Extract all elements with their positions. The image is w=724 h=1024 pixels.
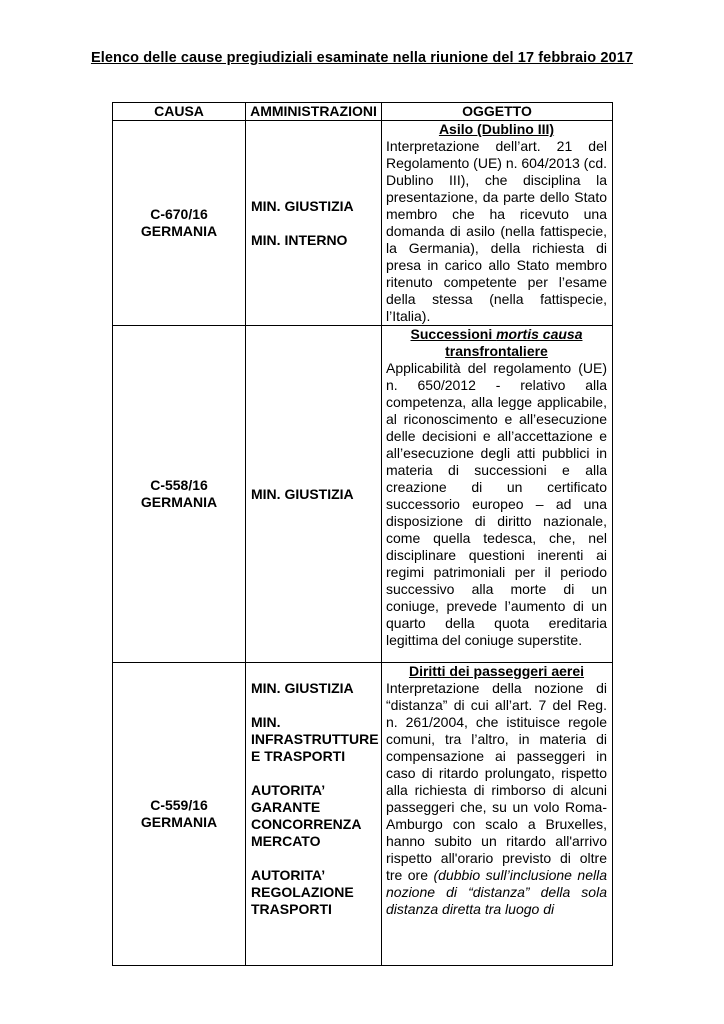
amministrazione-entry: MIN. INFRASTRUTTURE E TRASPORTI xyxy=(251,714,379,764)
oggetto-cell xyxy=(382,326,613,663)
table-row xyxy=(113,326,613,663)
oggetto-text xyxy=(386,680,607,918)
amministrazione-entry: MIN. GIUSTIZIA xyxy=(251,680,354,696)
causa-cell xyxy=(113,326,246,663)
causa-number: C-559/16 xyxy=(150,797,208,813)
header-causa: CAUSA xyxy=(113,103,246,121)
amministrazione-entry: MIN. GIUSTIZIA xyxy=(251,197,354,214)
amministrazione-entry: MIN. INTERNO xyxy=(251,231,348,248)
table-row xyxy=(113,121,613,326)
oggetto-text: Applicabilità del regolamento (UE) n. 650/2012 - relativo alla competenza, alla legge applicabile, al riconoscimento e all’esecuzione delle decisioni e all’accettazione e all’esecuzione degli atti pubblici in materia di successioni e alla creazione di un certificato successorio europeo – ad una disposizione di diritto nazionale, come quella tedesca, che, nel disciplinare questioni inerenti ai regimi patrimoniali per il periodo successivo alla morte di un coniuge, prevede l’aumento di un quarto della quota ereditaria legittima del coniuge superstite. xyxy=(386,360,607,648)
amministrazione-entry: AUTORITA’ REGOLAZIONE TRASPORTI xyxy=(251,867,354,917)
amministrazioni-cell xyxy=(246,121,382,326)
amministrazioni-cell xyxy=(246,326,382,663)
causa-cell xyxy=(113,663,246,966)
table-header-row xyxy=(113,103,613,121)
causa-country: GERMANIA xyxy=(140,814,218,830)
amministrazioni-cell xyxy=(246,663,382,966)
oggetto-title: Diritti dei passeggeri aerei xyxy=(408,663,585,679)
amministrazione-entry: AUTORITA’ GARANTE CONCORRENZA MERCATO xyxy=(251,782,361,849)
oggetto-title-italic: mortis causa xyxy=(496,326,583,342)
header-amministrazioni: AMMINISTRAZIONI xyxy=(246,103,382,121)
causa-number: C-670/16 xyxy=(150,206,208,222)
table-row xyxy=(113,663,613,966)
causa-country: GERMANIA xyxy=(140,494,218,510)
causa-country: GERMANIA xyxy=(140,223,218,239)
oggetto-title-part: transfrontaliere xyxy=(445,343,548,359)
oggetto-title-part: Successioni xyxy=(410,326,497,342)
oggetto-title xyxy=(386,326,607,360)
document-title: Elenco delle cause pregiudiziali esaminate nella riunione del 17 febbraio 2017 xyxy=(90,50,634,66)
causa-cell xyxy=(113,121,246,326)
oggetto-title: Asilo (Dublino III) xyxy=(438,121,555,137)
oggetto-cell xyxy=(382,121,613,326)
amministrazione-entry: MIN. GIUSTIZIA xyxy=(251,485,354,502)
oggetto-text-italic: (dubbio sull’inclusione nella nozione di “distanza” della sola distanza diretta tra luogo di xyxy=(386,867,607,917)
oggetto-text: Interpretazione dell’art. 21 del Regolamento (UE) n. 604/2013 (cd. Dublino III), che disciplina la presentazione, da parte dello Stato membro che ha ricevuto una domanda di asilo (nella fattispecie, la Germania), della richiesta di presa in carico allo Stato membro ritenuto competente per l’esame della stessa (nella fattispecie, l’Italia). xyxy=(386,138,608,324)
oggetto-cell xyxy=(382,663,613,966)
causa-number: C-558/16 xyxy=(150,477,208,493)
header-oggetto: OGGETTO xyxy=(382,103,613,121)
cases-table xyxy=(112,102,613,966)
oggetto-text-part: Interpretazione della nozione di “distanza” di cui all’art. 7 del Reg. n. 261/2004, che istituisce regole comuni, tra l’altro, in materia di compensazione ai passeggeri in caso di ritardo prolungato, rispetto alla richiesta di rimborso di alcuni passeggeri che, su un volo Roma-Amburgo con scalo a Bruxelles, hanno subito un ritardo all'arrivo rispetto all'orario previsto di oltre tre ore xyxy=(386,680,607,883)
